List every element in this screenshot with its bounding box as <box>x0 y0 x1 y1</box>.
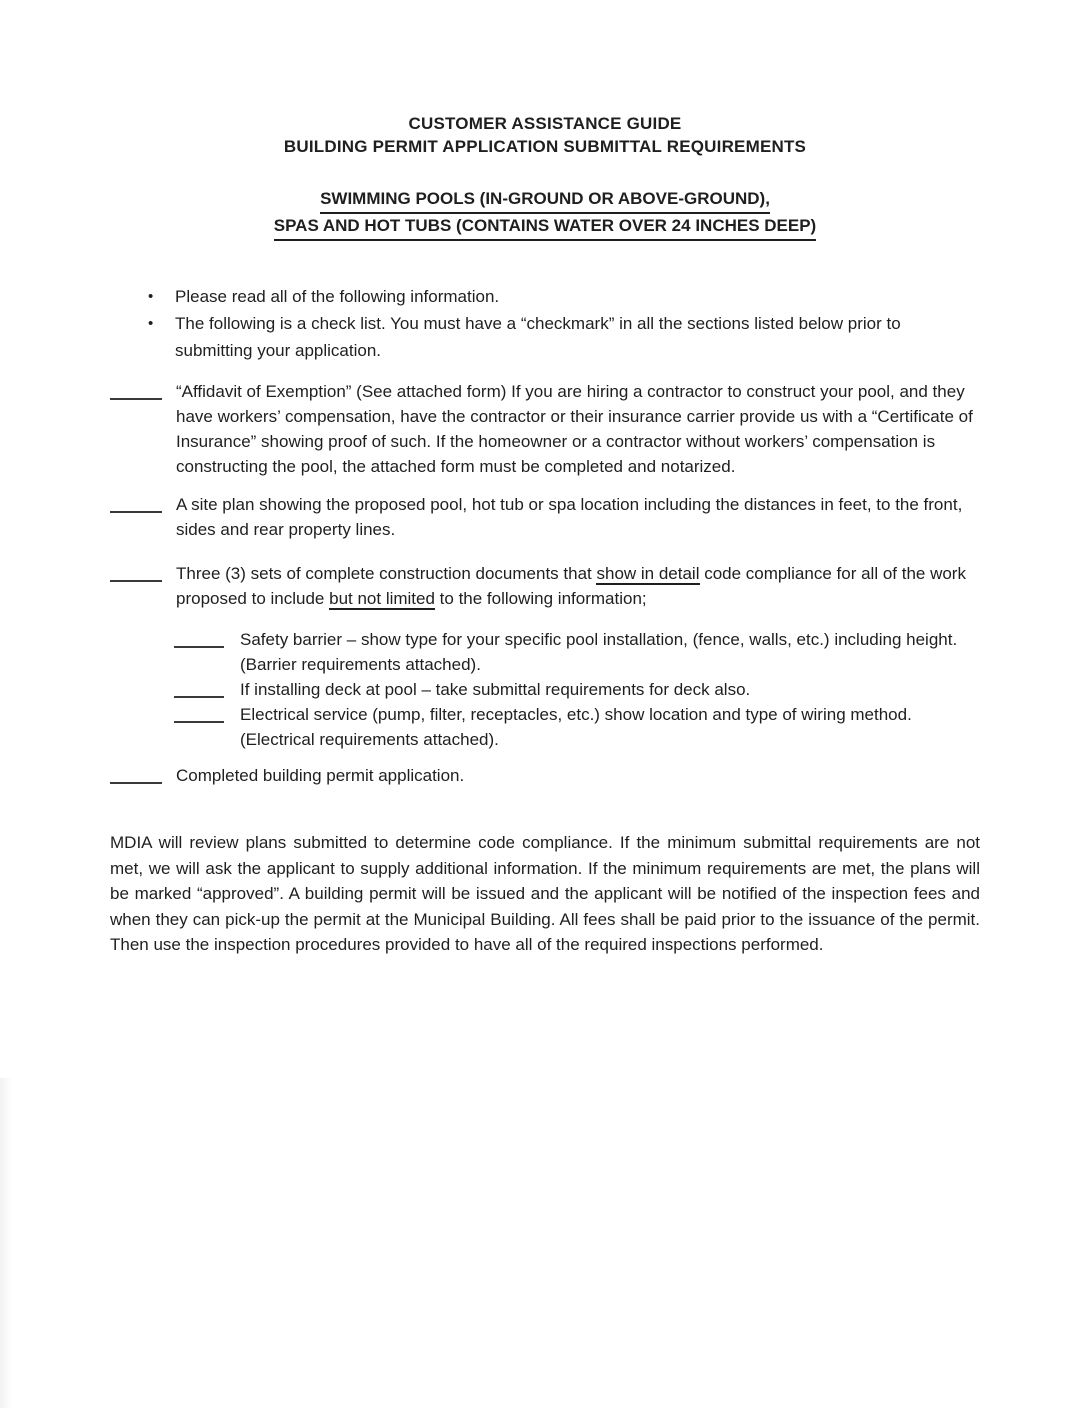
checklist-item-site-plan <box>110 492 980 542</box>
checkmark-blank-line <box>174 702 224 723</box>
scan-artifact <box>0 1078 12 1408</box>
checkmark-blank-line <box>110 379 162 400</box>
doc-title-line-2: BUILDING PERMIT APPLICATION SUBMITTAL REQUIREMENTS <box>283 137 807 156</box>
underlined-phrase: show in detail <box>596 564 700 583</box>
bullet-text: Please read all of the following information. <box>175 287 500 306</box>
checklist-subitem-text: Safety barrier – show type for your specific pool installation, (fence, walls, etc.) including height. (Barrier requirements attached). <box>240 630 958 674</box>
closing-paragraph: MDIA will review plans submitted to determine code compliance. If the minimum submittal requirements are not met, we will ask the applicant to supply additional information. If the minimum requirements are met, the plans will be marked “approved”. A building permit will be issued and the applicant will be notified of the inspection fees and when they can pick-up the permit at the Municipal Building. All fees shall be paid prior to the issuance of the permit. Then use the inspection procedures provided to have all of the required inspections performed. <box>110 833 980 954</box>
checklist-item-text: Completed building permit application. <box>176 766 465 785</box>
checklist-subitem-safety-barrier <box>174 627 980 677</box>
bullet-icon: • <box>148 288 154 305</box>
text-segment: to the following information; <box>434 589 647 608</box>
checklist-item-permit-application <box>110 763 980 788</box>
checklist-subitem-electrical <box>174 702 980 752</box>
checklist-subitem-text: If installing deck at pool – take submittal requirements for deck also. <box>240 680 751 699</box>
checkmark-blank-line <box>110 561 162 582</box>
doc-subtitle-line-1: SWIMMING POOLS (IN-GROUND OR ABOVE-GROUND), <box>110 187 980 214</box>
bullet-item <box>110 310 980 364</box>
bullet-icon: • <box>148 315 154 332</box>
checklist-item-text <box>176 561 980 611</box>
checkmark-blank-line <box>110 492 162 513</box>
underlined-phrase: but not limited <box>329 589 435 608</box>
checklist-item-text: A site plan showing the proposed pool, hot tub or spa location including the distances in feet, to the front, sides and rear property lines. <box>176 495 963 539</box>
bullet-item <box>110 283 980 310</box>
checkmark-blank-line <box>174 627 224 648</box>
checklist-item-affidavit <box>110 379 980 479</box>
bullet-text: The following is a check list. You must have a “checkmark” in all the sections listed below prior to submitting your application. <box>175 314 901 360</box>
checklist-item-text: “Affidavit of Exemption” (See attached form) If you are hiring a contractor to construct your pool, and they have workers’ compensation, have the contractor or their insurance carrier provide us with a “Certificate of Insurance” showing proof of such. If the homeowner or a contractor without workers’ compensation is constructing the pool, the attached form must be completed and notarized. <box>176 382 973 476</box>
document-header <box>110 112 980 158</box>
text-segment: code compliance for all of the work proposed to include <box>176 564 966 608</box>
doc-subtitle-line-2: SPAS AND HOT TUBS (CONTAINS WATER OVER 24 INCHES DEEP) <box>110 214 980 241</box>
checklist-subitem-deck <box>174 677 980 702</box>
checkmark-blank-line <box>110 763 162 784</box>
doc-title-line-1: CUSTOMER ASSISTANCE GUIDE <box>408 114 682 133</box>
intro-bullet-list <box>110 283 980 364</box>
checkmark-blank-line <box>174 677 224 698</box>
checklist-item-construction-docs <box>110 561 980 611</box>
checklist-subitem-text: Electrical service (pump, filter, receptacles, etc.) show location and type of wiring method. (Electrical requirements attached). <box>240 705 912 749</box>
checklist-subitems <box>110 627 980 752</box>
text-segment: Three (3) sets of complete construction documents that <box>176 564 597 583</box>
document-subtitle <box>110 187 980 241</box>
